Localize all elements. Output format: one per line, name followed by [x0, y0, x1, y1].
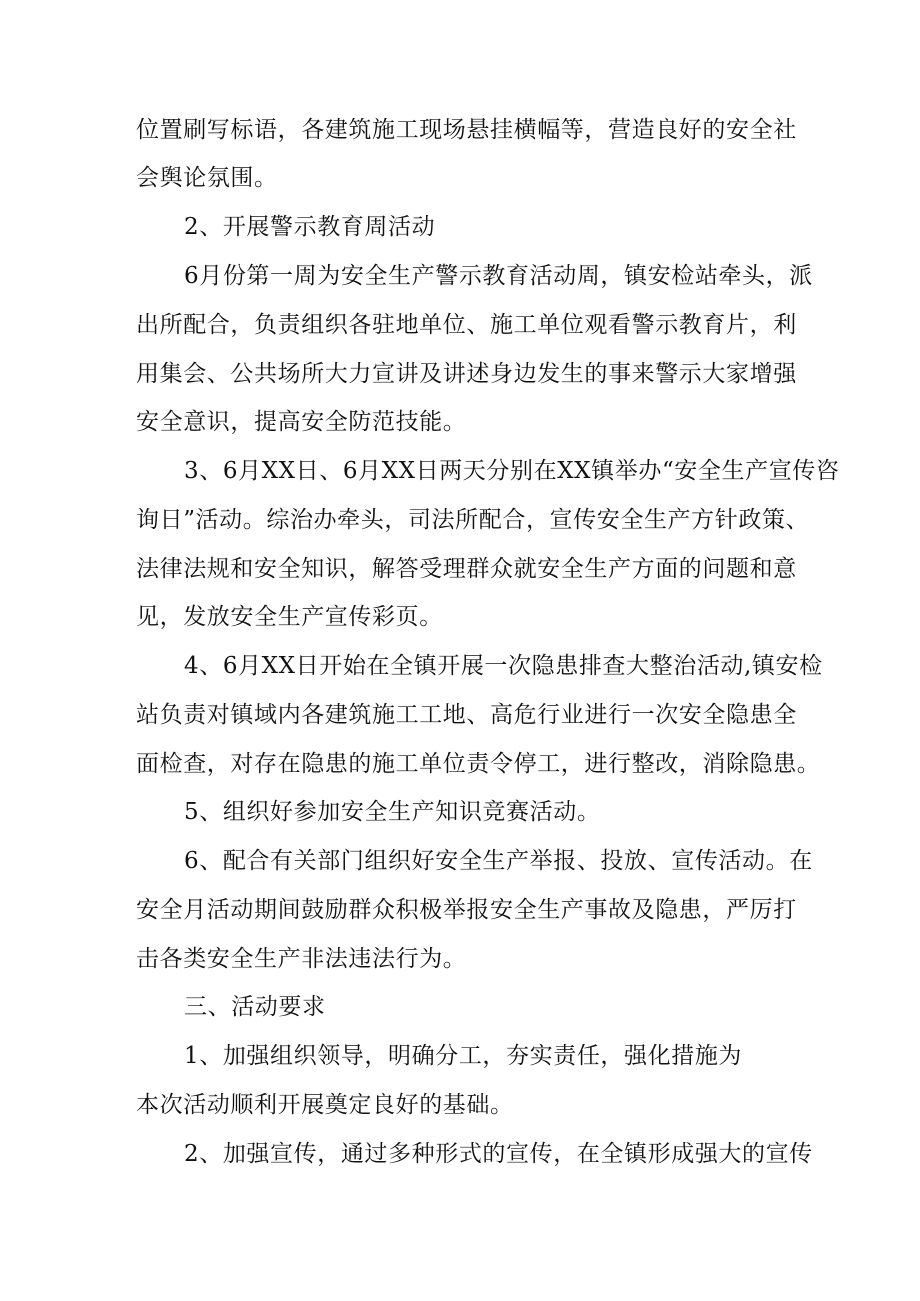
- text-line: 3、6月XX日、6月XX日两天分别在XX镇举办“安全生产宣传咨: [184, 458, 840, 484]
- text-line: 面检查，对存在隐患的施工单位责令停工，进行整改，消除隐患。: [136, 751, 821, 777]
- text-line: 站负责对镇域内各建筑施工工地、高危行业进行一次安全隐患全: [136, 702, 797, 728]
- text-line: 击各类安全生产非法违法行为。: [136, 946, 467, 972]
- text-line: 询日”活动。综治办牵头，司法所配合，宣传安全生产方针政策、: [136, 507, 810, 533]
- text-line: 4、6月XX日开始在全镇开展一次隐患排查大整治活动,镇安检: [184, 653, 823, 679]
- text-line: 见，发放安全生产宣传彩页。: [136, 604, 443, 630]
- text-line: 用集会、公共场所大力宣讲及讲述身边发生的事来警示大家增强: [136, 361, 797, 387]
- text-line: 2、加强宣传，通过多种形式的宣传，在全镇形成强大的宣传: [184, 1141, 813, 1167]
- text-line: 位置刷写标语，各建筑施工现场悬挂横幅等，营造良好的安全社: [136, 117, 797, 143]
- section-heading: 2、开展警示教育周活动: [184, 214, 436, 240]
- text-line: 6、配合有关部门组织好安全生产举报、投放、宣传活动。在: [184, 848, 813, 874]
- text-line: 安全意识，提高安全防范技能。: [136, 409, 467, 435]
- text-line: 6月份第一周为安全生产警示教育活动周，镇安检站牵头，派: [184, 263, 813, 289]
- text-line: 法律法规和安全知识，解答受理群众就安全生产方面的问题和意: [136, 556, 797, 582]
- section-heading: 三、活动要求: [184, 994, 326, 1020]
- text-line: 安全月活动期间鼓励群众积极举报安全生产事故及隐患，严厉打: [136, 897, 797, 923]
- text-line: 会舆论氛围。: [136, 165, 278, 191]
- text-line: 出所配合，负责组织各驻地单位、施工单位观看警示教育片，利: [136, 312, 797, 338]
- text-line: 5、组织好参加安全生产知识竞赛活动。: [184, 799, 601, 825]
- text-line: 1、加强组织领导，明确分工，夯实责任，强化措施为: [184, 1043, 743, 1069]
- text-line: 本次活动顺利开展奠定良好的基础。: [136, 1092, 514, 1118]
